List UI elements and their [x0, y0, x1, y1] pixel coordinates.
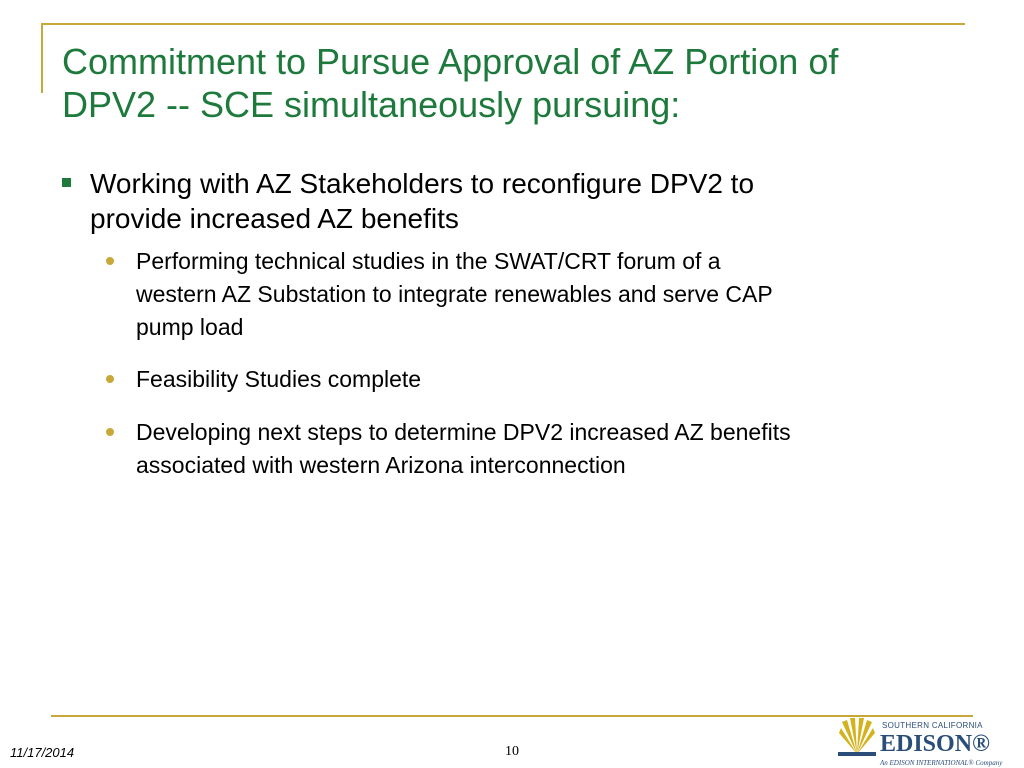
sub-bullet-line: Feasibility Studies complete	[136, 366, 422, 392]
title-line: DPV2 -- SCE simultaneously pursuing:	[62, 84, 681, 125]
logo-sub-text: An EDISON INTERNATIONAL® Company	[880, 759, 1003, 767]
round-bullet-icon	[106, 375, 114, 383]
title-line: Commitment to Pursue Approval of AZ Portion of	[62, 41, 839, 82]
main-bullet-line: provide increased AZ benefits	[90, 203, 459, 234]
logo-main-text: EDISON®	[880, 731, 990, 757]
page-number: 10	[505, 744, 519, 759]
frame-top-rule	[41, 23, 965, 25]
sub-bullet-list	[136, 363, 976, 396]
main-bullet-line: Working with AZ Stakeholders to reconfigure DPV2 to	[90, 168, 755, 199]
round-bullet-icon	[106, 428, 114, 436]
square-bullet-icon	[62, 178, 71, 187]
sub-bullet-item	[136, 245, 976, 344]
sub-bullet-list	[136, 245, 976, 344]
frame-left-rule	[41, 23, 43, 93]
sub-bullet-item	[136, 363, 976, 396]
footer-rule	[51, 715, 973, 717]
edison-logo	[838, 714, 1018, 768]
sub-bullet-line: Developing next steps to determine DPV2 increased AZ benefits	[136, 419, 791, 445]
sub-bullet-line: Performing technical studies in the SWAT/CRT forum of a	[136, 248, 721, 274]
slide-title	[62, 40, 982, 126]
footer-date: 11/17/2014	[10, 745, 75, 760]
sub-bullet-line: pump load	[136, 314, 244, 340]
logo-top-text: SOUTHERN CALIFORNIA	[882, 721, 983, 730]
edison-sun-logo-icon	[838, 714, 876, 762]
sub-bullet-list	[136, 416, 976, 482]
sub-bullet-line: associated with western Arizona interconnection	[136, 452, 626, 478]
sub-bullet-line: western AZ Substation to integrate renewables and serve CAP	[136, 281, 773, 307]
main-bullet	[90, 166, 970, 236]
round-bullet-icon	[106, 257, 114, 265]
sub-bullet-item	[136, 416, 976, 482]
